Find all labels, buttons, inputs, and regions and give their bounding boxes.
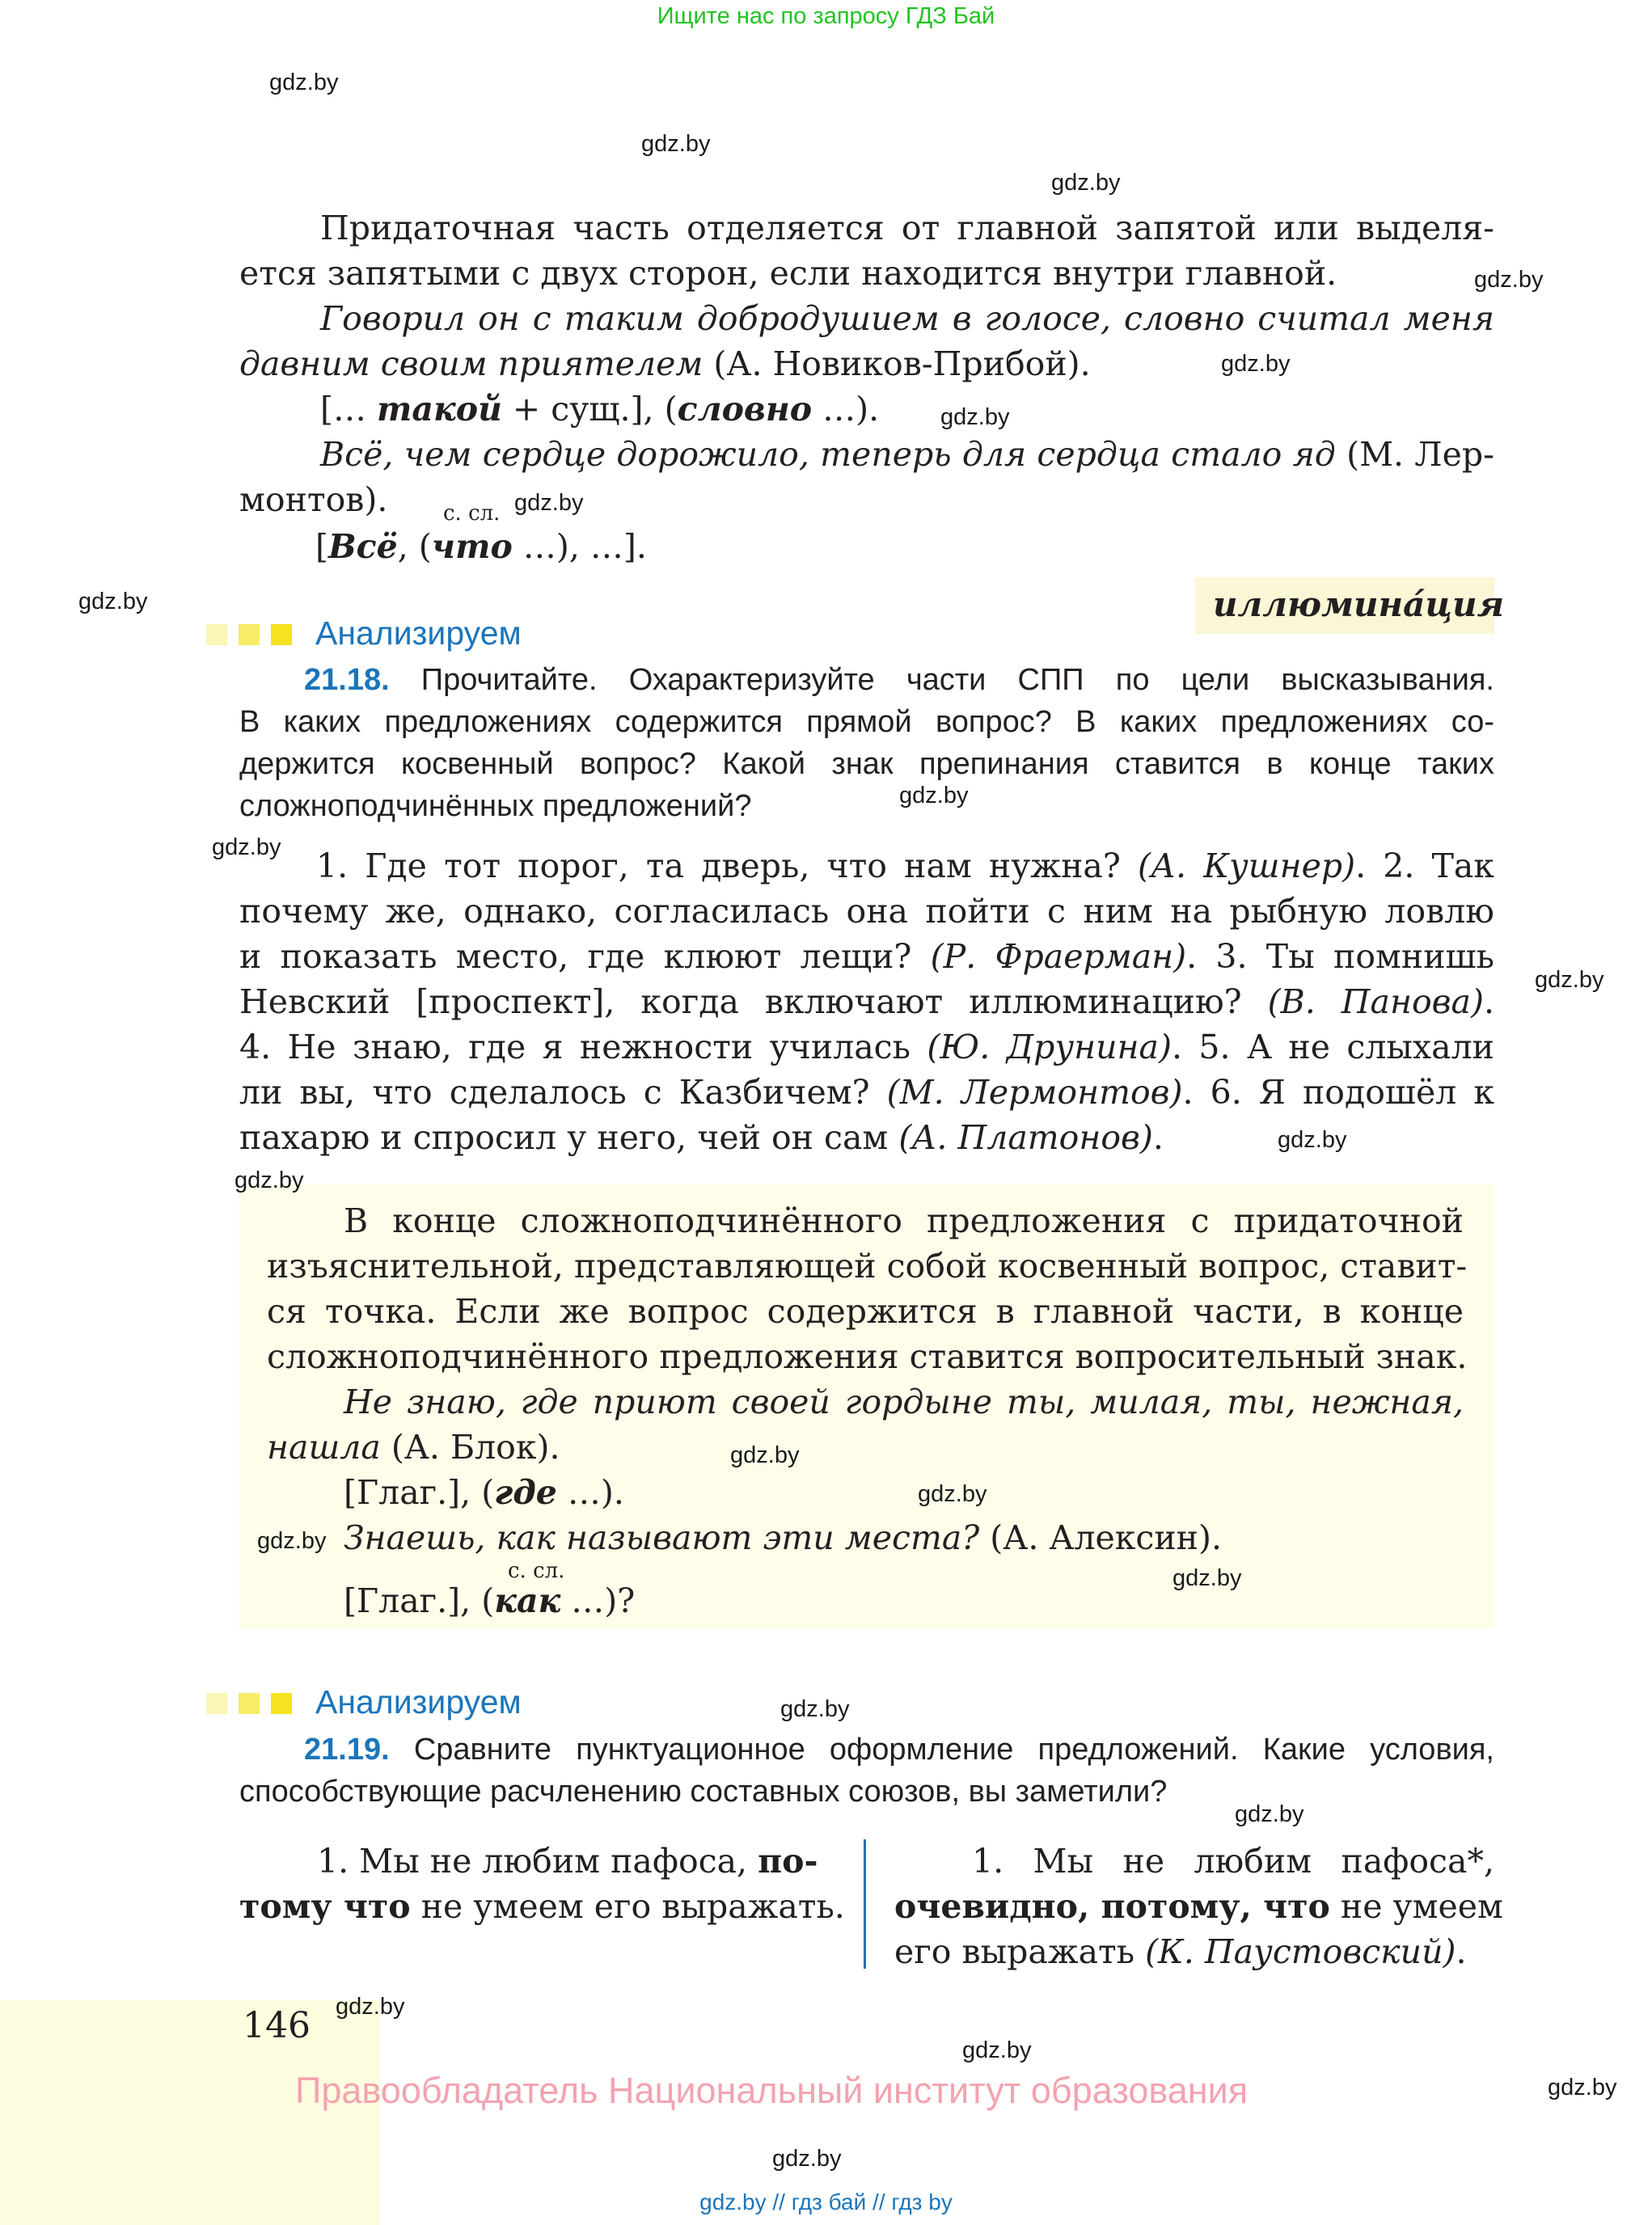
- compare-right-line2: очевидно, потому, что не умеем: [894, 1887, 1503, 1926]
- watermark: gdz.by: [78, 589, 148, 614]
- task-21-18-line1: 21.18. Прочитайте. Охарактеризуйте части СПП по цели высказывания.: [304, 663, 1494, 697]
- rule1-example1-line1: Говорил он с таким добродушием в голосе, словно считал меня: [320, 299, 1494, 338]
- watermark: gdz.by: [234, 1167, 304, 1193]
- compare-left-line2: тому что не умеем его выражать.: [239, 1887, 845, 1926]
- square-icon-mid: [239, 624, 260, 645]
- watermark: gdz.by: [1051, 170, 1121, 196]
- task-21-18-line3: держится косвенный вопрос? Какой знак препинания ставится в конце таких: [239, 747, 1494, 781]
- rule1-line-2: ется запятыми с двух сторон, если находится внутри главной.: [239, 254, 1337, 293]
- watermark: gdz.by: [641, 131, 711, 157]
- exercise-text-line5: 4. Не знаю, где я нежности училась (Ю. Друнина). 5. А не слыхали: [239, 1028, 1494, 1066]
- watermark: gdz.by: [1548, 2075, 1617, 2100]
- watermark: gdz.by: [1474, 267, 1544, 293]
- square-icon-dark: [271, 624, 292, 645]
- exercise-text-line3: и показать место, где клюют лещи? (Р. Фраерман). 3. Ты помнишь: [239, 937, 1494, 976]
- rule1-scheme2: [Всё, (что …), …].: [315, 527, 647, 566]
- compare-right-line1: 1. Мы не любим пафоса*,: [972, 1842, 1494, 1881]
- watermark: gdz.by: [336, 1994, 405, 2020]
- watermark: gdz.by: [1535, 967, 1604, 993]
- watermark: gdz.by: [514, 490, 584, 516]
- rule2-line-3: ся точка. Если же вопрос содержится в главной части, в конце: [267, 1292, 1464, 1331]
- square-icon-mid: [239, 1693, 260, 1714]
- rule2-scheme2: [Глаг.], (как …)?: [344, 1581, 636, 1620]
- watermark: gdz.by: [212, 834, 281, 860]
- rule2-example1-line1: Не знаю, где приют своей гордыне ты, милая, ты, нежная,: [344, 1383, 1464, 1421]
- watermark: gdz.by: [780, 1696, 850, 1722]
- watermark: gdz.by: [1221, 351, 1291, 377]
- rule2-example1-line2: нашла (А. Блок).: [267, 1428, 560, 1467]
- rule1-example2-line2: монтов).: [239, 480, 388, 519]
- rule2-line-2: изъяснительной, представляющей собой косвенный вопрос, ставит-: [267, 1247, 1468, 1286]
- exercise-text-line2: почему же, однако, согласилась она пойти с ним на рыбную ловлю: [239, 892, 1494, 931]
- exercise-text-line4: Невский [проспект], когда включают иллюминацию? (В. Панова).: [239, 982, 1495, 1021]
- bottom-links[interactable]: gdz.by // гдз бай // гдз by: [699, 2189, 953, 2214]
- watermark: gdz.by: [962, 2037, 1032, 2063]
- exercise-text-line7: пахарю и спросил у него, чей он сам (А. Платонов).: [239, 1118, 1164, 1157]
- rule1-example1-line2: давним своим приятелем (А. Новиков-Прибой).: [239, 344, 1091, 383]
- rule2-scheme1: [Глаг.], (где …).: [344, 1473, 624, 1512]
- section-heading-2: Анализируем: [315, 1683, 522, 1720]
- copyright-credit: Правообладатель Национальный институт образования: [295, 2070, 1249, 2111]
- column-divider: [864, 1839, 866, 1969]
- compare-right-line3: его выражать (К. Паустовский).: [894, 1932, 1467, 1971]
- exercise-text-line6: ли вы, что сделалось с Казбичем? (М. Лермонтов). 6. Я подошёл к: [239, 1073, 1494, 1112]
- section-heading-1: Анализируем: [315, 614, 522, 652]
- square-icon-dark: [271, 1693, 292, 1714]
- square-icon-light: [206, 1693, 227, 1714]
- task-21-18-line4: сложноподчинённых предложений?: [239, 789, 752, 823]
- task-21-19-line2: способствующие расчленению составных союзов, вы заметили?: [239, 1775, 1168, 1809]
- task-21-18-line2: В каких предложениях содержится прямой вопрос? В каких предложениях со-: [239, 705, 1494, 739]
- top-banner[interactable]: Ищите нас по запросу ГДЗ Бай: [657, 3, 995, 29]
- rule1-example2-line1: Всё, чем сердце дорожило, теперь для сердца стало яд (М. Лер-: [320, 435, 1494, 474]
- watermark: gdz.by: [257, 1528, 327, 1554]
- watermark: gdz.by: [269, 70, 339, 95]
- watermark: gdz.by: [1172, 1565, 1242, 1591]
- rule1-note: с. сл.: [443, 501, 501, 526]
- rule1-line-1: Придаточная часть отделяется от главной запятой или выделя-: [320, 209, 1494, 247]
- rule2-line-4: сложноподчинённого предложения ставится вопросительный знак.: [267, 1337, 1468, 1376]
- rule1-scheme1: [… такой + сущ.], (словно …).: [320, 390, 880, 429]
- rule2-example2: Знаешь, как называют эти места? (А. Алексин).: [344, 1518, 1223, 1557]
- watermark: gdz.by: [1278, 1127, 1347, 1153]
- compare-left-line1: 1. Мы не любим пафоса, по-: [317, 1842, 818, 1881]
- watermark: gdz.by: [918, 1481, 987, 1507]
- rule2-note: с. сл.: [508, 1559, 565, 1583]
- watermark: gdz.by: [940, 404, 1010, 430]
- page-number: 146: [243, 2005, 311, 2046]
- watermark: gdz.by: [899, 783, 969, 809]
- exercise-text-line1: 1. Где тот порог, та дверь, что нам нужна? (А. Кушнер). 2. Так: [316, 847, 1494, 885]
- watermark: gdz.by: [1235, 1801, 1304, 1827]
- task-21-19-line1: 21.19. Сравните пунктуационное оформление предложений. Какие условия,: [304, 1733, 1494, 1767]
- rule2-line-1: В конце сложноподчинённого предложения с придаточной: [344, 1201, 1464, 1240]
- watermark: gdz.by: [730, 1442, 800, 1468]
- watermark: gdz.by: [772, 2146, 842, 2172]
- vocabulary-word: иллюмина́ция: [1213, 585, 1505, 624]
- square-icon-light: [206, 624, 227, 645]
